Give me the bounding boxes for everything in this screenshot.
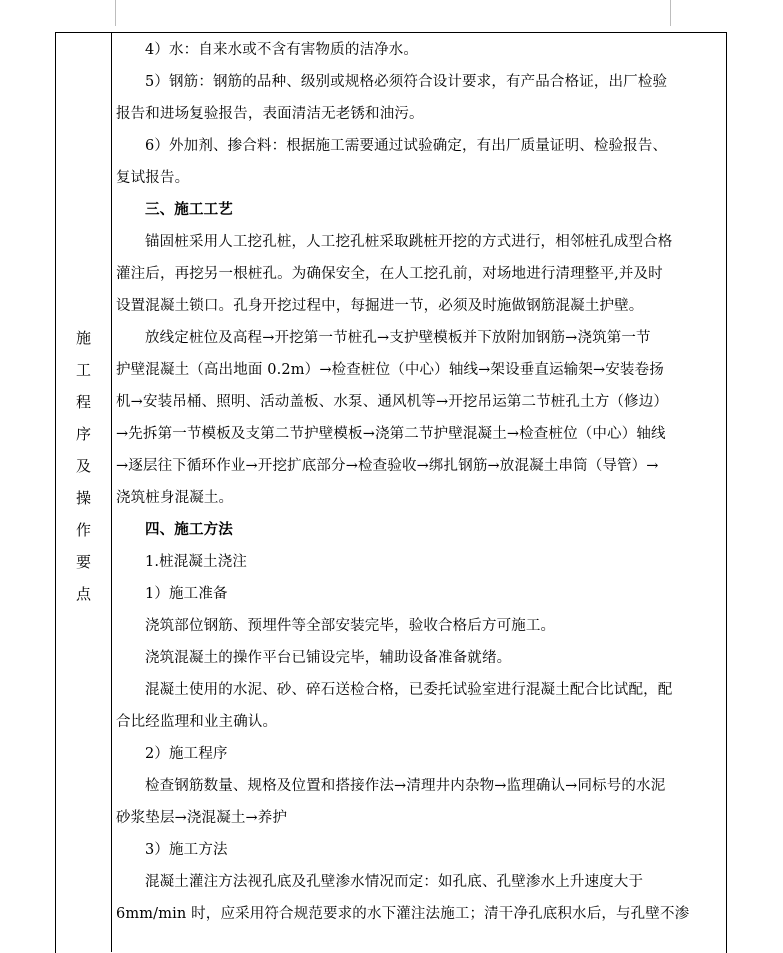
- row-label: [56, 322, 111, 610]
- paragraph-line: 放线定桩位及高程→开挖第一节桩孔→支护壁模板并下放附加钢筋→浇筑第一节: [145, 330, 651, 346]
- section-heading: 三、施工工艺: [145, 201, 233, 218]
- row-label-char: 操: [75, 489, 91, 507]
- paragraph-line: 设置混凝土锁口。孔身开挖过程中，每掘进一节，必须及时施做钢筋混凝土护壁。: [116, 298, 644, 314]
- paragraph-line: 灌注后，再挖另一根桩孔。为确保安全，在人工挖孔前，对场地进行清理整平,并及时: [116, 266, 663, 282]
- paragraph-line: 报告和进场复验报告，表面清洁无老锈和油污。: [116, 106, 424, 122]
- paragraph-line: 检查钢筋数量、规格及位置和搭接作法→清理井内杂物→监理确认→同标号的水泥: [145, 778, 666, 794]
- paragraph-line: →逐层往下循环作业→开挖扩底部分→检查验收→绑扎钢筋→放混凝土串筒（导管）→: [116, 458, 659, 474]
- ruler-marker-left: [115, 0, 116, 26]
- paragraph-line: 2）施工程序: [145, 746, 228, 762]
- paragraph-line: 锚固桩采用人工挖孔桩，人工挖孔桩采取跳桩开挖的方式进行，相邻桩孔成型合格: [145, 234, 673, 250]
- row-label-char: 序: [75, 425, 91, 443]
- paragraph-line: 机→安装吊桶、照明、活动盖板、水泵、通风机等→开挖吊运第二节桩孔土方（修边）: [116, 394, 668, 410]
- row-label-char: 作: [75, 521, 91, 539]
- paragraph-line: 4）水：自来水或不含有害物质的洁净水。: [145, 42, 419, 58]
- paragraph-line: 浇筑部位钢筋、预埋件等全部安装完毕，验收合格后方可施工。: [145, 618, 556, 634]
- paragraph-line: 砂浆垫层→浇混凝土→养护: [116, 810, 288, 826]
- table-content-cell: [116, 34, 720, 930]
- paragraph-line: 1）施工准备: [145, 586, 228, 602]
- paragraph-line: 1.桩混凝土浇注: [145, 554, 248, 570]
- ruler-marker-right: [670, 0, 671, 26]
- paragraph-line: 3）施工方法: [145, 842, 228, 858]
- paragraph-line: 6）外加剂、掺合料：根据施工需要通过试验确定，有出厂质量证明、检验报告、: [145, 138, 668, 154]
- column-divider: [111, 32, 112, 952]
- paragraph-line: 合比经监理和业主确认。: [116, 714, 278, 730]
- paragraph-line: 浇筑桩身混凝土。: [116, 490, 234, 506]
- paragraph-line: 混凝土灌注方法视孔底及孔壁渗水情况而定：如孔底、孔壁渗水上升速度大于: [145, 874, 644, 890]
- row-label-char: 点: [75, 585, 91, 603]
- paragraph-line: 混凝土使用的水泥、砂、碎石送检合格，已委托试验室进行混凝土配合比试配，配: [145, 682, 673, 698]
- row-label-char: 及: [75, 457, 91, 475]
- paragraph-line: 5）钢筋：钢筋的品种、级别或规格必须符合设计要求，有产品合格证，出厂检验: [145, 74, 668, 90]
- paragraph-line: 护壁混凝土（高出地面 0.2m）→检查桩位（中心）轴线→架设垂直运输架→安装卷扬: [116, 362, 664, 378]
- row-label-char: 施: [75, 329, 91, 347]
- row-label-char: 工: [75, 361, 91, 379]
- paragraph-line: 复试报告。: [116, 170, 190, 186]
- paragraph-line: 6mm/min 时，应采用符合规范要求的水下灌注法施工；清干净孔底积水后，与孔壁不渗: [116, 906, 690, 922]
- paragraph-line: →先拆第一节模板及支第二节护壁模板→浇第二节护壁混凝土→检查桩位（中心）轴线: [116, 426, 666, 442]
- paragraph-line: 浇筑混凝土的操作平台已铺设完毕，辅助设备准备就绪。: [145, 650, 512, 666]
- row-label-char: 要: [75, 553, 91, 571]
- section-heading: 四、施工方法: [145, 521, 233, 538]
- row-label-char: 程: [75, 393, 91, 411]
